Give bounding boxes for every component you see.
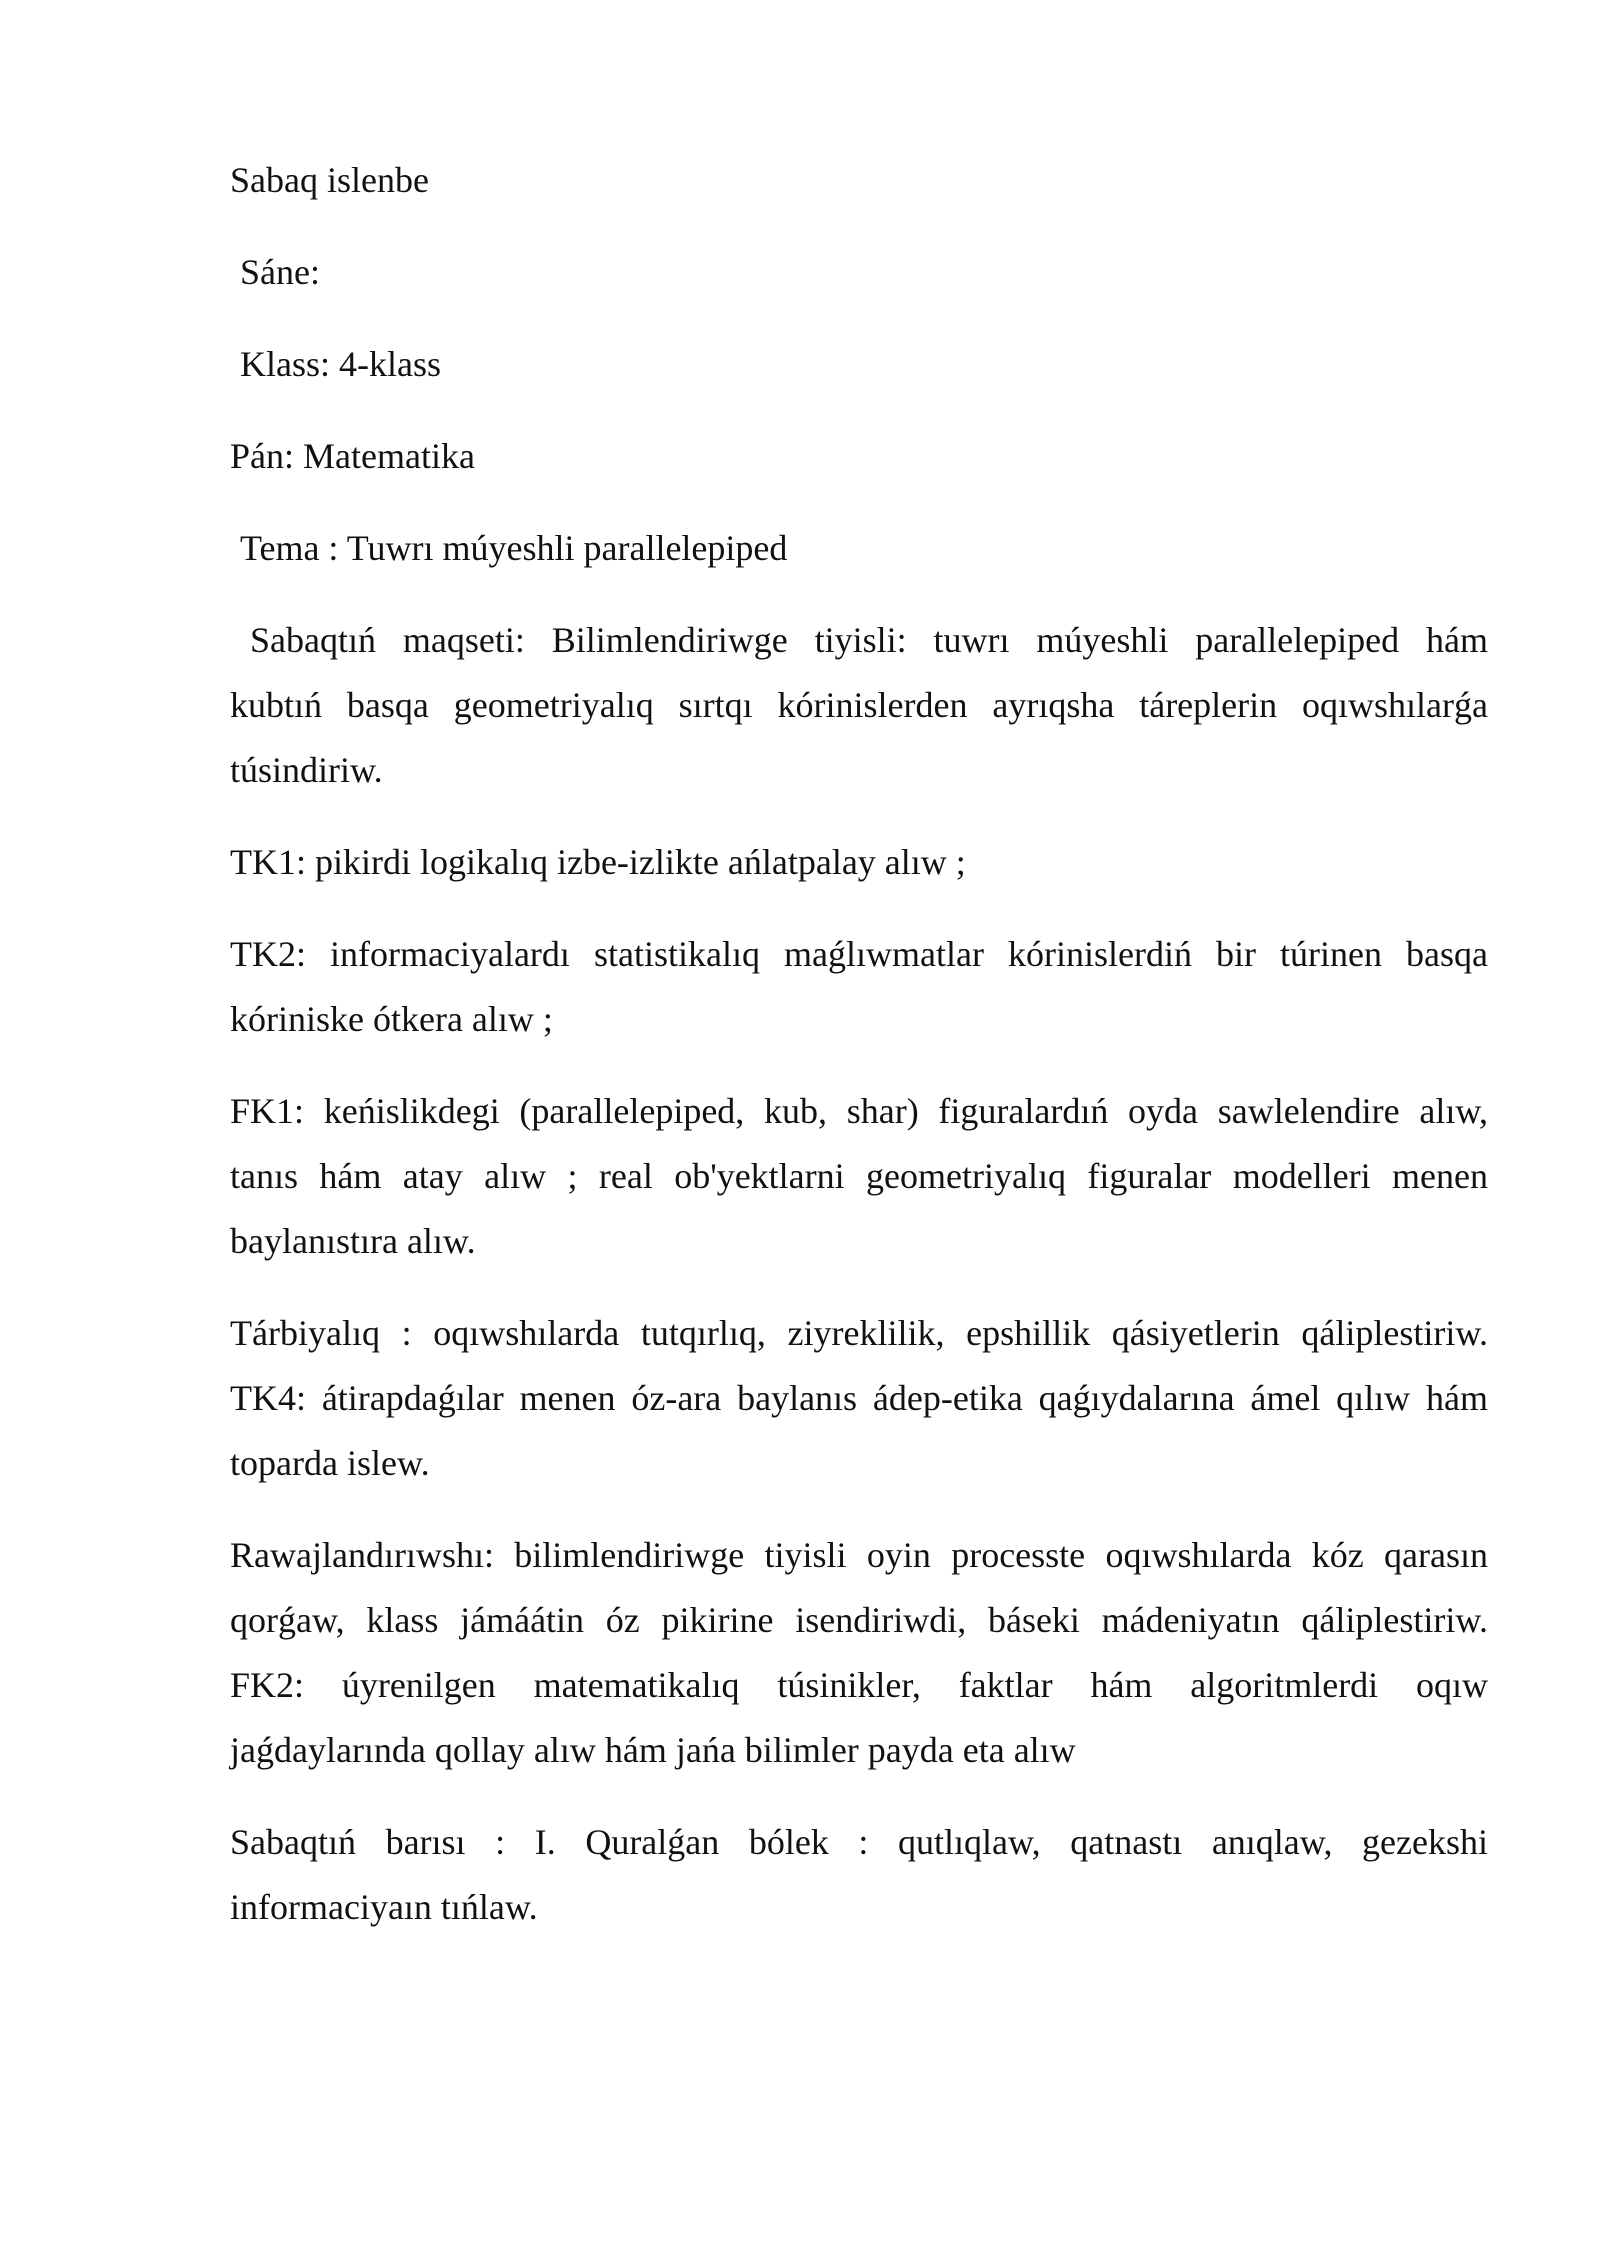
paragraph-line: FK2: úyrenilgen matematikalıq túsinikler, faktlar hám algoritmlerdi oqıw bbox=[230, 1665, 1488, 1705]
topic-line: Tema : Tuwrı múyeshli parallelepiped bbox=[240, 528, 788, 568]
paragraph-line: baylanıstıra alıw. bbox=[230, 1221, 476, 1261]
paragraph-line: TK2: informaciyalardı statistikalıq maǵlıwmatlar kórinislerdiń bir túrinen basqa bbox=[230, 934, 1488, 974]
paragraph-line: túsindiriw. bbox=[230, 750, 383, 790]
tk1-paragraph bbox=[230, 830, 1488, 895]
paragraph-line: informaciyaın tıńlaw. bbox=[230, 1887, 538, 1927]
document-body bbox=[230, 148, 1488, 1967]
lesson-title: Sabaq islenbe bbox=[230, 160, 429, 200]
paragraph-line: Rawajlandırıwshı: bilimlendiriwge tiyisli oyin processte oqıwshılarda kóz qarasın bbox=[230, 1535, 1488, 1575]
paragraph-line: kóriniske ótkera alıw ; bbox=[230, 999, 553, 1039]
tk2-paragraph bbox=[230, 922, 1488, 1052]
rawaj-paragraph bbox=[230, 1523, 1488, 1783]
tarbiya-paragraph bbox=[230, 1301, 1488, 1496]
paragraph-line: tanıs hám atay alıw ; real ob'yektlarni geometriyalıq figuralar modelleri menen bbox=[230, 1156, 1488, 1196]
barisi-paragraph bbox=[230, 1810, 1488, 1940]
subject-line: Pán: Matematika bbox=[230, 436, 475, 476]
paragraph-line: qorǵaw, klass jámáátin óz pikirine isendiriwdi, báseki mádeniyatın qáliplestiriw. bbox=[230, 1600, 1488, 1640]
fk1-paragraph bbox=[230, 1079, 1488, 1274]
paragraph-line: toparda islew. bbox=[230, 1443, 430, 1483]
paragraph-line: FK1: keńislikdegi (parallelepiped, kub, shar) figuralardıń oyda sawlelendire alıw, bbox=[230, 1091, 1488, 1131]
paragraph-line: TK1: pikirdi logikalıq izbe-izlikte ańlatpalay alıw ; bbox=[230, 842, 966, 882]
paragraph-line: jaǵdaylarında qollay alıw hám jańa bilimler payda eta alıw bbox=[230, 1730, 1076, 1770]
goal-paragraph bbox=[230, 608, 1488, 803]
paragraph-line: TK4: átirapdaǵılar menen óz-ara baylanıs ádep-etika qaǵıydalarına ámel qılıw hám bbox=[230, 1378, 1488, 1418]
paragraph-line: Tárbiyalıq : oqıwshılarda tutqırlıq, ziyreklilik, epshillik qásiyetlerin qáliplestiriw. bbox=[230, 1313, 1488, 1353]
paragraph-line: Sabaqtıń barısı : I. Quralǵan bólek : qutlıqlaw, qatnastı anıqlaw, gezekshi bbox=[230, 1822, 1488, 1862]
paragraph-line: Sabaqtıń maqseti: Bilimlendiriwge tiyisli: tuwrı múyeshli parallelepiped hám bbox=[250, 620, 1488, 660]
date-label: Sáne: bbox=[240, 252, 320, 292]
paragraph-line: kubtıń basqa geometriyalıq sırtqı kórinislerden ayrıqsha táreplerin oqıwshılarǵa bbox=[230, 685, 1488, 725]
class-line: Klass: 4-klass bbox=[240, 344, 441, 384]
